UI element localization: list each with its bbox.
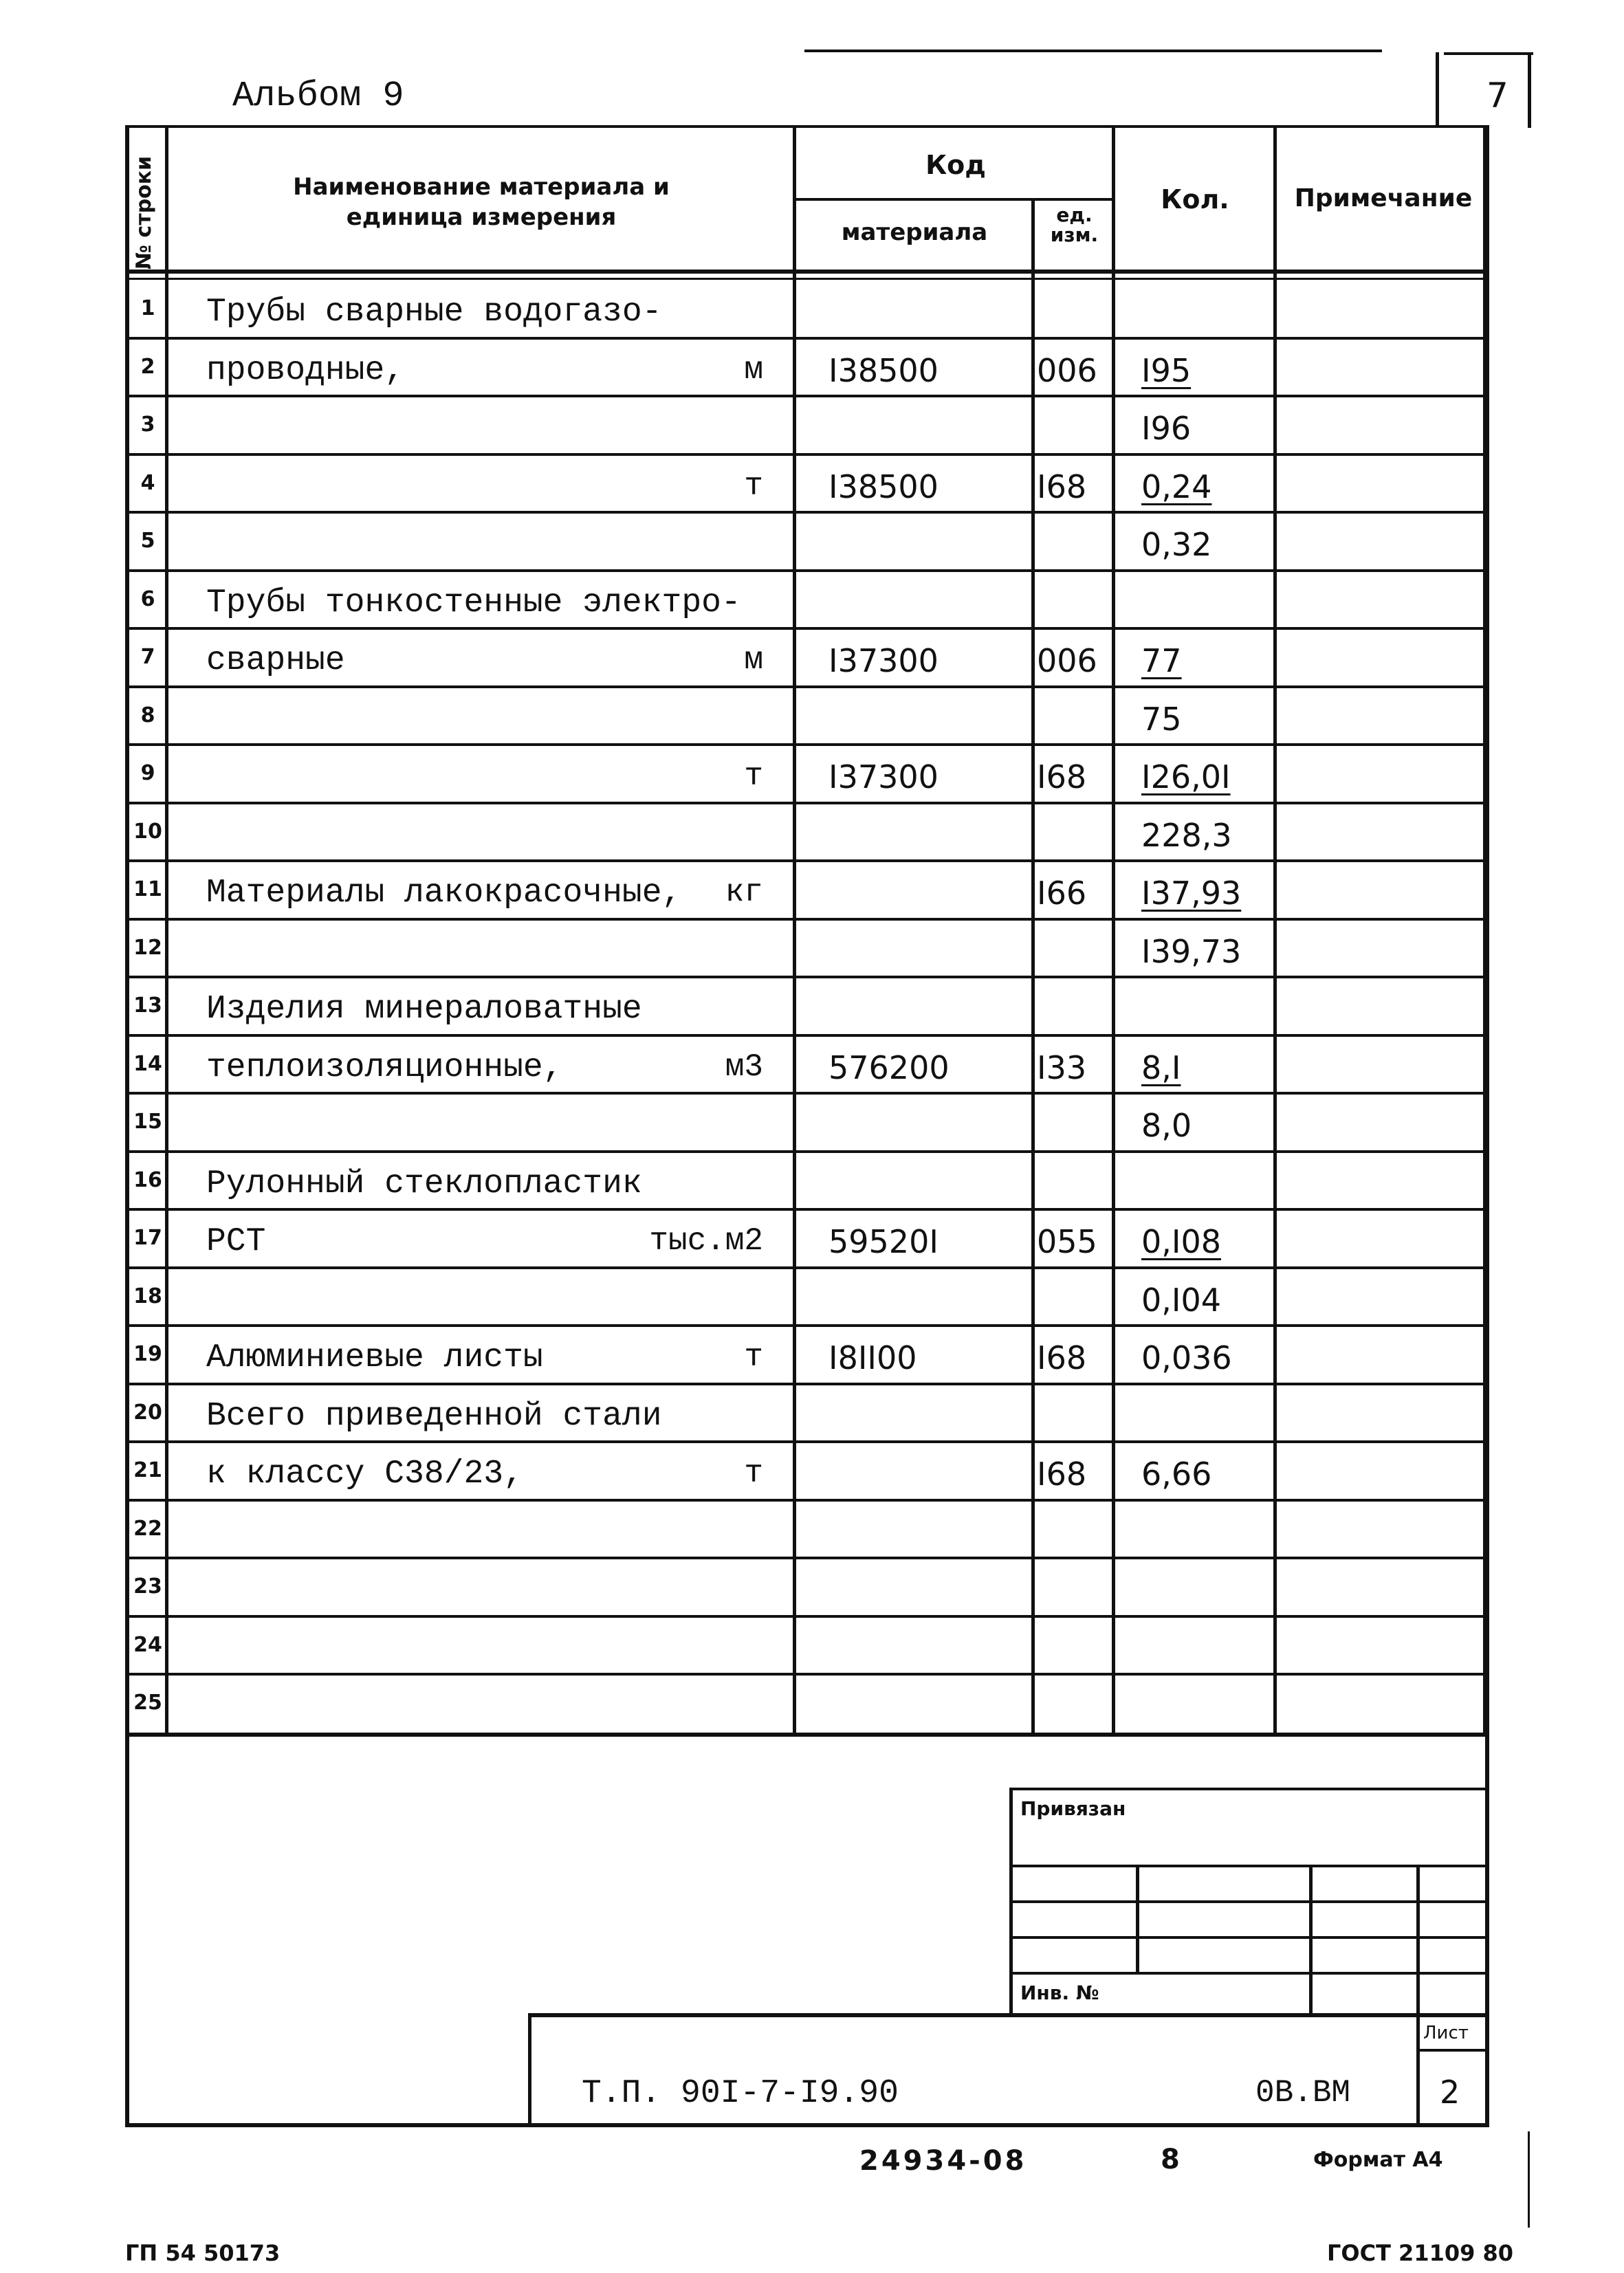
code-unit-header: ед. изм. (1050, 204, 1099, 247)
material-name: Всего приведенной стали (206, 1397, 662, 1435)
doc-mark: 0В.ВМ (1255, 2075, 1351, 2111)
sheet-number: 2 (1440, 2074, 1460, 2111)
material-code: I38500 (829, 468, 939, 505)
row-number: 15 (133, 1110, 162, 1134)
unit: т (744, 468, 763, 504)
quantity: I26,0I (1141, 758, 1231, 795)
row-number: 3 (140, 413, 155, 437)
doc-code: Т.П. 90I-7-I9.90 (582, 2075, 899, 2112)
unit-code: I68 (1037, 1456, 1087, 1493)
row-divider (125, 1092, 1489, 1095)
quantity: 0,036 (1141, 1339, 1232, 1376)
right-margin-rule (1528, 2131, 1530, 2228)
row-divider (125, 1499, 1489, 1502)
row-number: 19 (133, 1342, 162, 1366)
material-name: к классу С38/23, (206, 1456, 523, 1493)
note-column-header: Примечание (1294, 184, 1473, 212)
row-divider (125, 1208, 1489, 1211)
quantity: 8,I (1141, 1048, 1181, 1086)
row-number: 7 (140, 645, 155, 669)
unit-code: I68 (1037, 758, 1087, 795)
row-number: 4 (140, 470, 155, 495)
material-name: Рулонный стеклопластик (206, 1165, 642, 1203)
quantity: 0,I04 (1141, 1281, 1221, 1319)
unit-code: 006 (1037, 642, 1097, 679)
material-code: I37300 (829, 642, 939, 679)
material-name: Алюминиевые листы (206, 1339, 543, 1376)
material-code: 59520I (829, 1223, 939, 1260)
material-name: РСТ (206, 1223, 266, 1260)
row-divider (125, 627, 1489, 630)
row-number: 12 (133, 935, 162, 960)
unit: т (744, 1339, 763, 1375)
row-number: 1 (140, 296, 155, 320)
row-number: 23 (133, 1574, 162, 1599)
material-name: Трубы сварные водогазо- (206, 294, 662, 331)
table-bottom-rule (125, 1733, 1489, 1737)
row-divider (125, 1673, 1489, 1676)
material-name: теплоизоляционные, (206, 1048, 563, 1086)
quantity: 228,3 (1141, 816, 1232, 854)
main-frame (125, 125, 1489, 2127)
row-number: 11 (133, 877, 162, 901)
row-divider (125, 569, 1489, 572)
inv-label: Инв. № (1020, 1981, 1099, 2004)
row-number: 17 (133, 1226, 162, 1250)
row-number: 24 (133, 1632, 162, 1657)
unit: м3 (725, 1048, 763, 1085)
unit-code: I66 (1037, 875, 1087, 912)
unit: т (744, 758, 763, 794)
row-divider (125, 453, 1489, 456)
quantity: I39,73 (1141, 932, 1242, 970)
row-divider (125, 511, 1489, 514)
quantity: 0,I08 (1141, 1223, 1221, 1260)
unit: кг (725, 875, 763, 910)
row-divider (125, 1034, 1489, 1037)
quantity: 8,0 (1141, 1107, 1192, 1144)
page-count: 8 (1161, 2144, 1180, 2175)
left-code: ГП 54 50173 (125, 2240, 281, 2266)
row-number: 9 (140, 761, 155, 785)
row-divider (125, 395, 1489, 397)
unit-code: I68 (1037, 468, 1087, 505)
row-divider (125, 859, 1489, 862)
row-number: 13 (133, 993, 162, 1018)
row-divider (125, 1557, 1489, 1559)
row-number: 5 (140, 529, 155, 553)
quantity: 0,24 (1141, 468, 1212, 505)
row-divider (125, 743, 1489, 746)
gost-label: ГОСТ 21109 80 (1327, 2240, 1514, 2266)
row-number: 6 (140, 586, 155, 611)
material-code: 576200 (829, 1048, 950, 1086)
row-divider (125, 976, 1489, 978)
format-label: Формат А4 (1313, 2148, 1443, 2172)
unit-code: I68 (1037, 1339, 1087, 1376)
row-number: 10 (133, 819, 162, 844)
quantity: 75 (1141, 700, 1182, 738)
material-name: сварные (206, 642, 345, 679)
order-number: 24934-08 (859, 2145, 1027, 2177)
row-number: 18 (133, 1284, 162, 1308)
row-divider (125, 685, 1489, 688)
unit-code: I33 (1037, 1048, 1087, 1086)
material-name: Изделия минераловатные (206, 991, 642, 1028)
unit-code: 055 (1037, 1223, 1097, 1260)
row-divider (125, 337, 1489, 340)
top-rule (804, 50, 1382, 52)
row-number: 22 (133, 1516, 162, 1541)
quantity: 6,66 (1141, 1456, 1212, 1493)
row-number: 21 (133, 1458, 162, 1482)
quantity: I95 (1141, 351, 1192, 389)
unit: т (744, 1456, 763, 1491)
material-code: I38500 (829, 351, 939, 389)
row-divider (125, 802, 1489, 804)
row-divider (125, 918, 1489, 921)
unit: тыс.м2 (649, 1223, 763, 1259)
material-code: I37300 (829, 758, 939, 795)
material-code: I8II00 (829, 1339, 917, 1376)
row-divider (125, 1324, 1489, 1327)
row-divider (125, 1440, 1489, 1443)
page-number-right-rule (1528, 52, 1531, 128)
qty-column-header: Кол. (1161, 184, 1229, 215)
unit-code: 006 (1037, 351, 1097, 389)
material-name: Трубы тонкостенные электро- (206, 584, 741, 622)
row-number: 14 (133, 1051, 162, 1076)
row-number: 25 (133, 1691, 162, 1715)
row-divider (125, 1266, 1489, 1269)
row-number: 8 (140, 703, 155, 727)
code-group-header: Код (925, 150, 986, 180)
row-number-header: № строки (132, 155, 156, 270)
bound-label: Привязан (1020, 1797, 1126, 1820)
material-name: Материалы лакокрасочные, (206, 875, 682, 912)
page-number-top-rule (1444, 52, 1533, 55)
page-number: 7 (1486, 76, 1508, 116)
material-name: проводные, (206, 351, 405, 389)
name-column-header: Наименование материала и единица измерения (293, 173, 670, 232)
unit: м (744, 351, 763, 388)
quantity: 0,32 (1141, 526, 1212, 563)
sheet-label: Лист (1423, 2023, 1469, 2043)
row-number: 16 (133, 1167, 162, 1192)
row-number: 2 (140, 354, 155, 379)
row-divider (125, 1383, 1489, 1385)
page-number-divider (1436, 52, 1439, 128)
quantity: I37,93 (1141, 875, 1242, 912)
album-title: Альбом 9 (232, 76, 404, 116)
code-material-header: материала (841, 219, 988, 246)
row-divider (125, 1150, 1489, 1153)
row-number: 20 (133, 1400, 162, 1425)
row-divider (125, 1615, 1489, 1618)
quantity: 77 (1141, 642, 1182, 679)
unit: м (744, 642, 763, 678)
quantity: I96 (1141, 410, 1192, 447)
